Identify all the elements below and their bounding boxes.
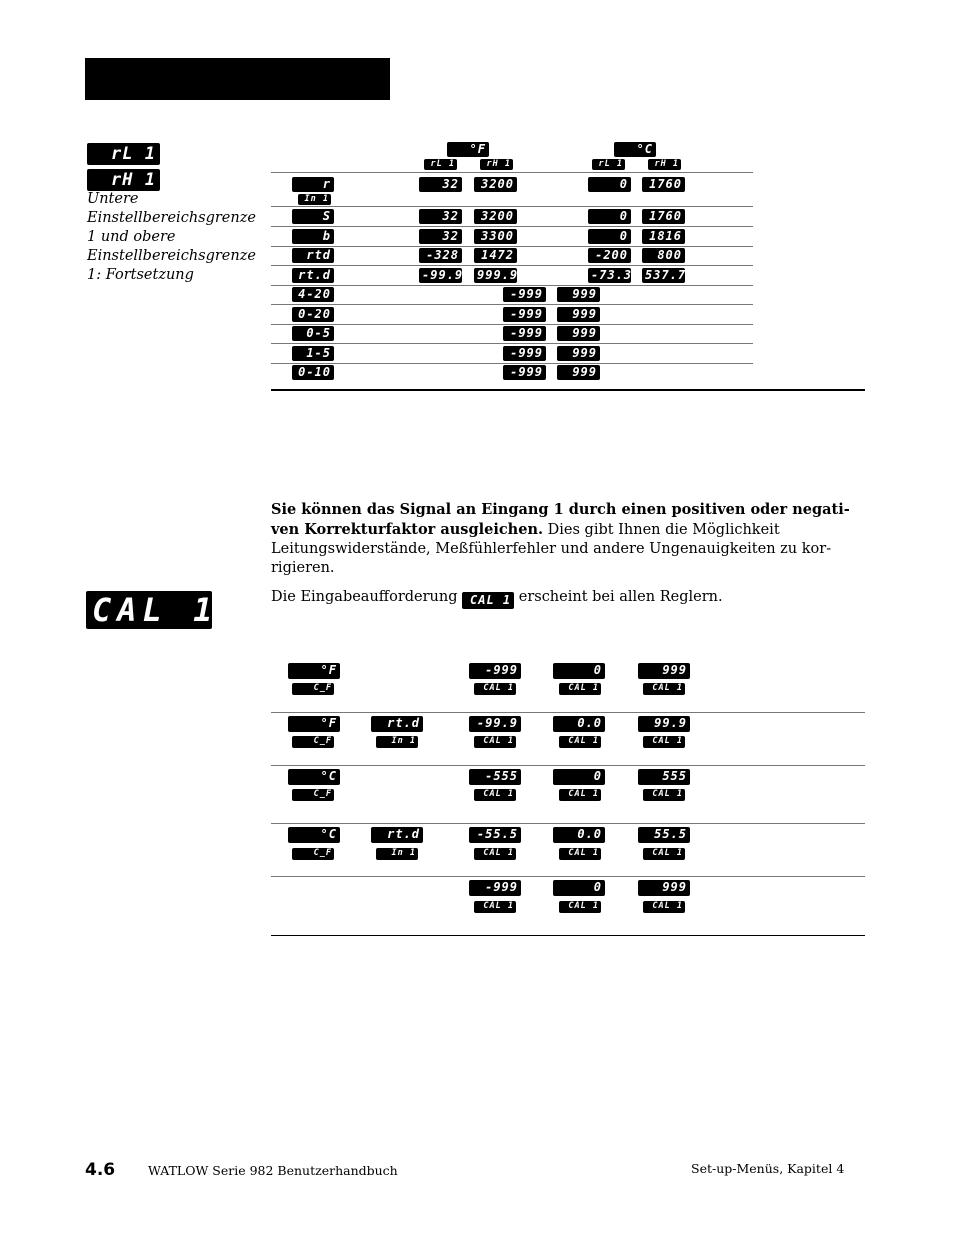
- prompt-note-pre: Die Eingabeaufforderung: [271, 589, 463, 605]
- f-high-value: 3300: [474, 229, 517, 244]
- process-high-value: 999: [557, 287, 600, 302]
- in1-sub-display: In 1: [298, 194, 331, 205]
- c-low-value: 0: [588, 209, 631, 224]
- rl1-sub-display: rL 1: [592, 159, 625, 170]
- cal1-sub-display: CAL 1: [559, 789, 601, 801]
- prompt-note-post: erscheint bei allen Reglern.: [514, 589, 723, 605]
- input-type-display: rt.d: [371, 827, 423, 843]
- table-divider: [271, 765, 865, 766]
- cal1-sub-display: CAL 1: [643, 848, 685, 860]
- table-divider: [271, 172, 753, 173]
- process-low-value: -999: [503, 365, 546, 380]
- cal1-sub-display: CAL 1: [643, 736, 685, 748]
- param-rh1-display: rH 1: [87, 169, 160, 191]
- cal-mid-value: 0.0: [553, 716, 605, 732]
- f-low-value: 32: [419, 209, 462, 224]
- table-divider: [271, 226, 753, 227]
- cf-sub-display: C_F: [292, 736, 334, 748]
- f-high-value: 999.9: [474, 268, 517, 283]
- cal1-sub-display: CAL 1: [559, 736, 601, 748]
- f-low-value: 32: [419, 177, 462, 192]
- cal-high-value: 99.9: [638, 716, 690, 732]
- c-high-value: 1760: [642, 177, 685, 192]
- cal-low-value: -555: [469, 769, 521, 785]
- c-low-value: 0: [588, 177, 631, 192]
- table-divider: [271, 343, 753, 344]
- input-type-display: rtd: [292, 248, 334, 263]
- cal1-sub-display: CAL 1: [474, 683, 516, 695]
- input-type-display: r: [292, 177, 334, 192]
- c-high-value: 800: [642, 248, 685, 263]
- cal-high-value: 555: [638, 769, 690, 785]
- chapter-header-bar: [85, 58, 390, 100]
- cal1-sub-display: CAL 1: [474, 901, 516, 913]
- process-high-value: 999: [557, 365, 600, 380]
- f-high-value: 1472: [474, 248, 517, 263]
- table-divider: [271, 246, 753, 247]
- c-low-value: -200: [588, 248, 631, 263]
- table-divider: [271, 823, 865, 824]
- param-rl1-display: rL 1: [87, 143, 160, 165]
- calibration-description-bold: Sie können das Signal an Eingang 1 durch einen positiven oder negativen Korrekturfaktor ausgleichen.: [271, 501, 850, 538]
- calibration-description-rest: Dies gibt Ihnen die Möglichkeit Leitungswiderstände, Meßfühlerfehler und andere Ungenauigkeiten zu korrigieren.: [271, 522, 832, 576]
- process-high-value: 999: [557, 326, 600, 341]
- f-low-value: -99.9: [419, 268, 462, 283]
- table-divider: [271, 363, 753, 364]
- cf-sub-display: C_F: [292, 683, 334, 695]
- input-type-display: rt.d: [371, 716, 423, 732]
- input-type-display: rt.d: [292, 268, 334, 283]
- table-divider: [271, 324, 753, 325]
- cal-high-value: 999: [638, 880, 690, 896]
- cal1-sub-display: CAL 1: [643, 789, 685, 801]
- cal1-sub-display: CAL 1: [643, 901, 685, 913]
- page-number: 4.6: [85, 1160, 116, 1180]
- cal-low-value: -55.5: [469, 827, 521, 843]
- cal-low-value: -999: [469, 880, 521, 896]
- cal1-sub-display: CAL 1: [474, 848, 516, 860]
- in1-sub-display: In 1: [376, 848, 418, 860]
- process-low-value: -999: [503, 346, 546, 361]
- process-low-value: -999: [503, 307, 546, 322]
- f-high-value: 3200: [474, 177, 517, 192]
- input-type-display: 0-5: [292, 326, 334, 341]
- cal-mid-value: 0.0: [553, 827, 605, 843]
- cal-low-value: -999: [469, 663, 521, 679]
- unit-display: °C: [288, 827, 340, 843]
- in1-sub-display: In 1: [376, 736, 418, 748]
- cal1-big-display: CAL 1: [86, 591, 212, 629]
- process-low-value: -999: [503, 326, 546, 341]
- section-divider: [271, 935, 865, 936]
- table-divider: [271, 265, 753, 266]
- process-low-value: -999: [503, 287, 546, 302]
- unit-display: °F: [288, 716, 340, 732]
- f-low-value: 32: [419, 229, 462, 244]
- rh1-sub-display: rH 1: [648, 159, 681, 170]
- section-caption: Untere Einstellbereichsgrenze 1 und obere Einstellbereichsgrenze 1: Fortsetzung: [87, 191, 256, 283]
- c-high-value: 1760: [642, 209, 685, 224]
- table-divider: [271, 876, 865, 877]
- section-divider: [271, 389, 865, 391]
- c-low-value: -73.3: [588, 268, 631, 283]
- footer-manual-title: WATLOW Serie 982 Benutzerhandbuch: [148, 1163, 398, 1178]
- input-type-display: 0-20: [292, 307, 334, 322]
- cf-sub-display: C_F: [292, 789, 334, 801]
- cal1-sub-display: CAL 1: [474, 789, 516, 801]
- unit-c-display: °C: [614, 142, 656, 157]
- input-type-display: 1-5: [292, 346, 334, 361]
- table-divider: [271, 206, 753, 207]
- input-type-display: 4-20: [292, 287, 334, 302]
- process-high-value: 999: [557, 346, 600, 361]
- input-type-display: S: [292, 209, 334, 224]
- cal1-sub-display: CAL 1: [643, 683, 685, 695]
- input-type-display: b: [292, 229, 334, 244]
- cal-high-value: 55.5: [638, 827, 690, 843]
- input-type-display: 0-10: [292, 365, 334, 380]
- c-high-value: 1816: [642, 229, 685, 244]
- cal-mid-value: 0: [553, 880, 605, 896]
- calibration-description: [271, 500, 851, 578]
- c-low-value: 0: [588, 229, 631, 244]
- cal1-sub-display: CAL 1: [474, 736, 516, 748]
- f-high-value: 3200: [474, 209, 517, 224]
- rl1-sub-display: rL 1: [424, 159, 457, 170]
- footer-chapter: Set-up-Menüs, Kapitel 4: [691, 1161, 845, 1176]
- c-high-value: 537.7: [642, 268, 685, 283]
- f-low-value: -328: [419, 248, 462, 263]
- process-high-value: 999: [557, 307, 600, 322]
- table-divider: [271, 285, 753, 286]
- cal-mid-value: 0: [553, 769, 605, 785]
- cf-sub-display: C_F: [292, 848, 334, 860]
- table-divider: [271, 304, 753, 305]
- unit-display: °F: [288, 663, 340, 679]
- cal-mid-value: 0: [553, 663, 605, 679]
- calibration-prompt-note: [271, 588, 851, 609]
- cal1-inline-display: CAL 1: [462, 592, 514, 609]
- cal1-sub-display: CAL 1: [559, 901, 601, 913]
- cal1-sub-display: CAL 1: [559, 848, 601, 860]
- cal-high-value: 999: [638, 663, 690, 679]
- unit-f-display: °F: [447, 142, 489, 157]
- table-divider: [271, 712, 865, 713]
- cal-low-value: -99.9: [469, 716, 521, 732]
- cal1-sub-display: CAL 1: [559, 683, 601, 695]
- rh1-sub-display: rH 1: [480, 159, 513, 170]
- unit-display: °C: [288, 769, 340, 785]
